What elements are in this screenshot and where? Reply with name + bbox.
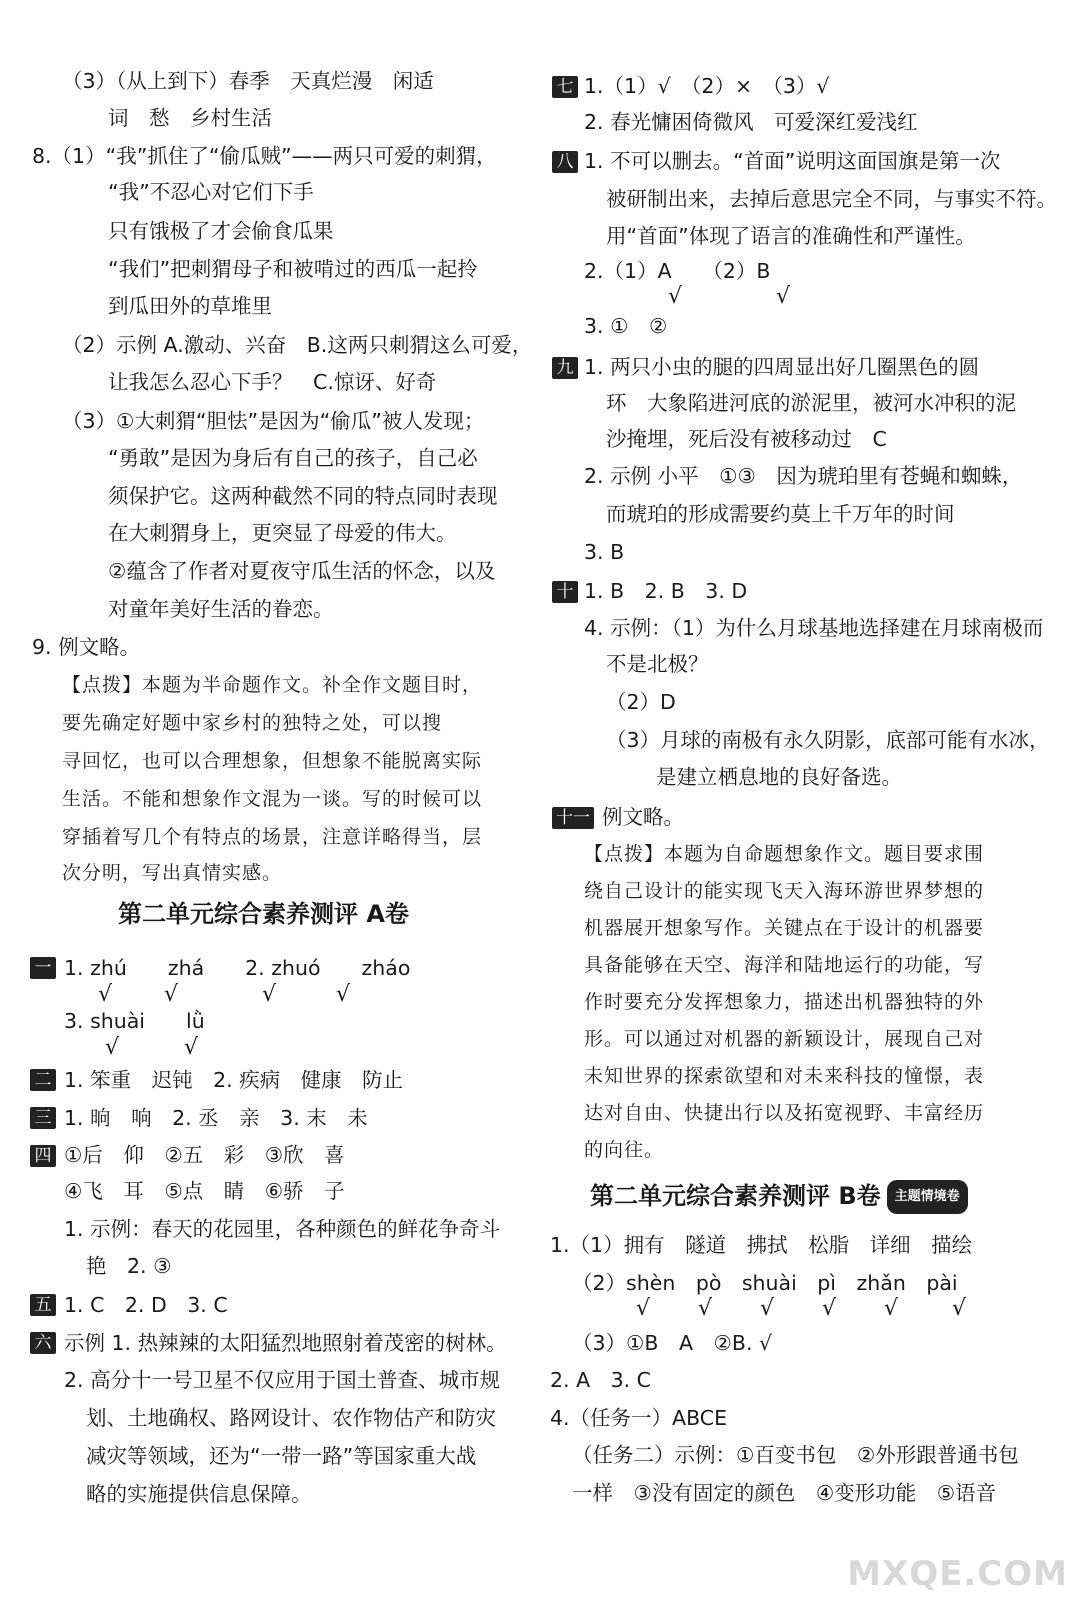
answer-line: 对童年美好生活的眷恋。 xyxy=(108,597,334,621)
hint-line: 的向往。 xyxy=(584,1139,665,1161)
answer-line: （3）月球的南极有永久阴影，底部可能有水冰， xyxy=(606,728,1050,752)
answer-line: 4. 示例：（1）为什么月球基地选择建在月球南极而 xyxy=(584,616,1044,640)
answer-line: “我们”把刺猬母子和被啃过的西瓜一起拎 xyxy=(108,257,478,281)
hint-line: 穿插着写几个有特点的场景，注意详略得当，层 xyxy=(62,826,483,848)
answer-line: 示例 1. 热辣辣的太阳猛烈地照射着茂密的树林。 xyxy=(64,1331,507,1355)
answer-line: 2. 示例 小平 ①③ 因为琥珀里有苍蝇和蜘蛛， xyxy=(584,464,1023,488)
section-title-a: 第二单元综合素养测评 A卷 xyxy=(118,900,409,928)
check-mark: √ xyxy=(884,1296,899,1321)
answer-line: 8.（1）“我”抓住了“偷瓜贼”——两只可爱的刺猬， xyxy=(32,144,497,168)
section-badge-ten: 十 xyxy=(552,581,578,603)
section-badge-eight: 八 xyxy=(552,151,578,173)
hint-line: 未知世界的探索欲望和对未来科技的憧憬，表 xyxy=(584,1065,985,1087)
answer-line: 而琥珀的形成需要约莫上千万年的时间 xyxy=(606,502,955,526)
answer-line: 9. 例文略。 xyxy=(32,635,141,659)
answer-line: ④飞 耳 ⑤点 睛 ⑥骄 子 xyxy=(64,1179,345,1203)
answer-line: 1. 两只小虫的腿的四周显出好几圈黑色的圆 xyxy=(584,355,980,379)
section-badge-six: 六 xyxy=(30,1332,56,1354)
watermark: MXQE.COM xyxy=(847,1554,1068,1594)
answer-line: 艳 2. ③ xyxy=(86,1254,172,1278)
check-mark: √ xyxy=(105,1035,120,1060)
answer-line: 1. 晌 响 2. 丞 亲 3. 末 未 xyxy=(64,1106,368,1130)
answer-line: 3. B xyxy=(584,540,625,564)
answer-line: 1. 笨重 迟钝 2. 疾病 健康 防止 xyxy=(64,1068,404,1092)
answer-line: （2）shèn pò shuài pì zhǎn pài xyxy=(572,1271,958,1295)
hint-line: 【点拨】本题为自命题想象作文。题目要求围 xyxy=(584,843,985,865)
check-mark: √ xyxy=(636,1296,651,1321)
hint-line: 绕自己设计的能实现飞天入海环游世界梦想的 xyxy=(584,880,985,902)
check-mark: √ xyxy=(698,1296,713,1321)
answer-line: ②蕴含了作者对夏夜守瓜生活的怀念，以及 xyxy=(108,559,496,583)
answer-line: 到瓜田外的草堆里 xyxy=(108,294,272,318)
answer-line: 须保护它。这两种截然不同的特点同时表现 xyxy=(108,484,498,508)
answer-line: 1.（1）√ （2）× （3）√ xyxy=(584,74,830,98)
answer-line: 1. B 2. B 3. D xyxy=(584,579,748,603)
check-mark: √ xyxy=(952,1296,967,1321)
answer-line: 略的实施提供信息保障。 xyxy=(86,1482,312,1506)
answer-line: 3. shuài lǜ xyxy=(64,1009,205,1033)
check-mark: √ xyxy=(668,284,683,309)
section-badge-nine: 九 xyxy=(552,357,578,379)
answer-line: （2）示例 A.激动、兴奋 B.这两只刺猬这么可爱， xyxy=(62,333,533,357)
section-badge-five: 五 xyxy=(30,1294,56,1316)
answer-line: 2.（1）A （2）B xyxy=(584,259,771,283)
answer-line: 1.（1）拥有 隧道 拂拭 松脂 详细 描绘 xyxy=(550,1233,973,1257)
answer-line: 一样 ③没有固定的颜色 ④变形功能 ⑤语音 xyxy=(572,1481,997,1505)
answer-line: 是建立栖息地的良好备选。 xyxy=(656,765,902,789)
answer-line: 1. C 2. D 3. C xyxy=(64,1293,228,1317)
section-badge-three: 三 xyxy=(30,1107,56,1129)
answer-line: 用“首面”体现了语言的准确性和严谨性。 xyxy=(606,224,976,248)
check-mark: √ xyxy=(760,1296,775,1321)
answer-line: 让我怎么忍心下手？ C.惊讶、好奇 xyxy=(108,370,437,394)
answer-line: “勇敢”是因为身后有自己的孩子，自己必 xyxy=(108,446,478,470)
answer-line: 1. 不可以删去。“首面”说明这面国旗是第一次 xyxy=(584,149,1001,173)
hint-line: 要先确定好题中家乡村的独特之处，可以搜 xyxy=(62,712,443,734)
section-badge-four: 四 xyxy=(30,1145,56,1167)
answer-line: 不是北极？ xyxy=(606,652,709,676)
answer-line: 环 大象陷进河底的淤泥里，被河水冲积的泥 xyxy=(606,391,1016,415)
answer-line: 4.（任务一）ABCE xyxy=(550,1406,728,1430)
check-mark: √ xyxy=(98,982,113,1007)
section-badge-two: 二 xyxy=(30,1069,56,1091)
answer-line: 2. A 3. C xyxy=(550,1368,651,1392)
section-badge-seven: 七 xyxy=(552,76,578,98)
answer-line: 减灾等领域，还为“一带一路”等国家重大战 xyxy=(86,1444,477,1468)
check-mark: √ xyxy=(336,982,351,1007)
answer-line: ①后 仰 ②五 彩 ③欣 喜 xyxy=(64,1143,345,1167)
hint-line: 寻回忆，也可以合理想象，但想象不能脱离实际 xyxy=(62,750,483,772)
answer-line: 1. 示例：春天的花园里，各种颜色的鲜花争奇斗 xyxy=(64,1217,501,1241)
answer-line: 沙掩埋，死后没有被移动过 C xyxy=(606,427,887,451)
scenario-tag: 主题情境卷 xyxy=(887,1180,968,1214)
hint-line: 形。可以通过对机器的新颖设计，展现自己对 xyxy=(584,1028,985,1050)
hint-line: 生活。不能和想象作文混为一谈。写的时候可以 xyxy=(62,788,483,810)
answer-line: “我”不忍心对它们下手 xyxy=(108,180,314,204)
check-mark: √ xyxy=(262,982,277,1007)
check-mark: √ xyxy=(776,284,791,309)
answer-line: （3）（从上到下）春季 天真烂漫 闲适 xyxy=(62,69,434,93)
answer-line: 1. zhú zhá 2. zhuó zháo xyxy=(64,956,411,980)
answer-line: 2. 春光慵困倚微风 可爱深红爱浅红 xyxy=(584,110,918,134)
answer-line: 划、土地确权、路网设计、农作物估产和防灾 xyxy=(86,1406,496,1430)
answer-line: 例文略。 xyxy=(602,805,684,829)
answer-line: 词 愁 乡村生活 xyxy=(108,106,272,130)
section-badge-one: 一 xyxy=(30,957,56,979)
hint-line: 具备能够在天空、海洋和陆地运行的功能，写 xyxy=(584,954,985,976)
answer-line: （3）①B A ②B. √ xyxy=(572,1331,773,1355)
hint-line: 【点拨】本题为半命题作文。补全作文题目时， xyxy=(62,674,483,696)
answer-line: （3）①大刺猬“胆怯”是因为“偷瓜”被人发现； xyxy=(62,409,485,433)
section-title-b-text: 第二单元综合素养测评 B卷 xyxy=(590,1182,881,1210)
check-mark: √ xyxy=(822,1296,837,1321)
section-badge-eleven: 十一 xyxy=(552,807,594,829)
answer-line: （2）D xyxy=(606,690,676,714)
check-mark: √ xyxy=(164,982,179,1007)
answer-line: 只有饿极了才会偷食瓜果 xyxy=(108,219,334,243)
answer-line: 2. 高分十一号卫星不仅应用于国土普查、城市规 xyxy=(64,1368,501,1392)
hint-line: 次分明，写出真情实感。 xyxy=(62,862,283,884)
check-mark: √ xyxy=(184,1035,199,1060)
hint-line: 达对自由、快捷出行以及拓宽视野、丰富经历 xyxy=(584,1102,985,1124)
answer-line: （任务二）示例：①百变书包 ②外形跟普通书包 xyxy=(572,1443,1019,1467)
hint-line: 机器展开想象写作。关键点在于设计的机器要 xyxy=(584,917,985,939)
hint-line: 作时要充分发挥想象力，描述出机器独特的外 xyxy=(584,991,985,1013)
answer-line: 3. ① ② xyxy=(584,314,668,338)
answer-line: 在大刺猬身上，更突显了母爱的伟大。 xyxy=(108,521,457,545)
section-title-b xyxy=(590,1180,968,1214)
answer-line: 被研制出来，去掉后意思完全不同，与事实不符。 xyxy=(606,187,1057,211)
